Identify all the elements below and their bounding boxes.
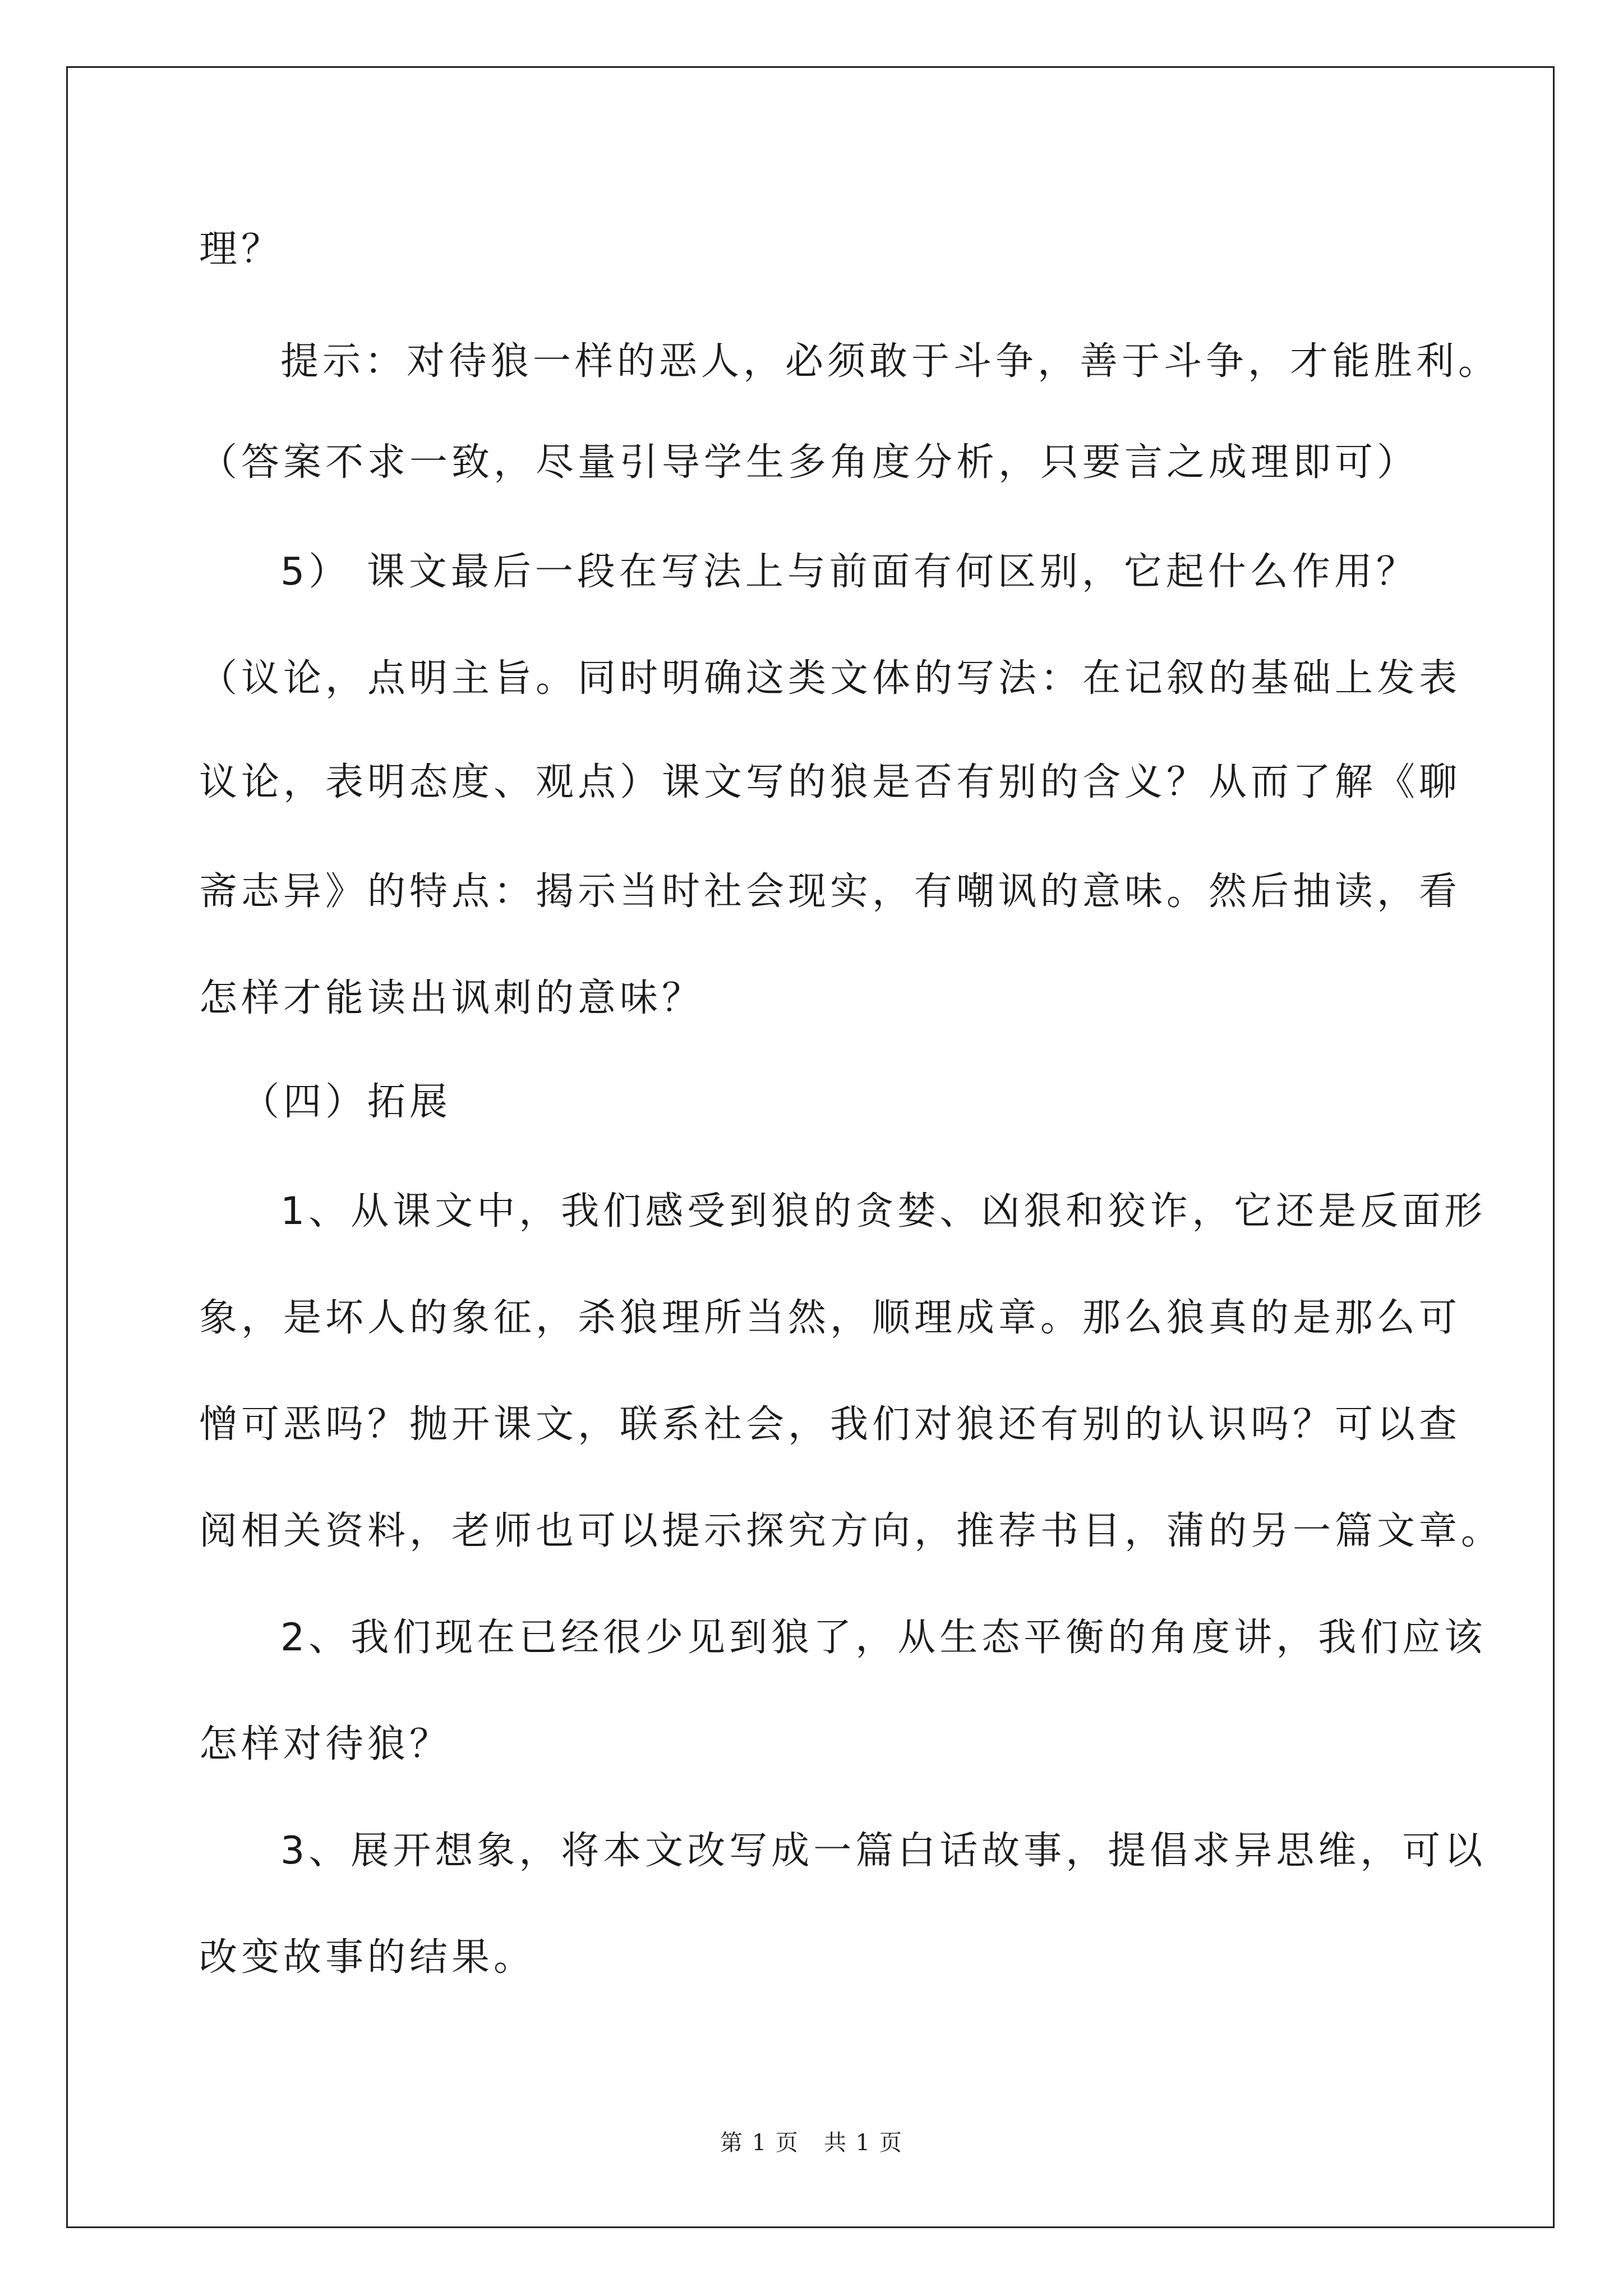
text-line: 怎样才能读出讽刺的意味？	[199, 976, 704, 1020]
page-number-footer: 第 1 页 共 1 页	[720, 2130, 903, 2156]
text-line: 改变故事的结果。	[199, 1935, 536, 1980]
text-line: 憎可恶吗？抛开课文，联系社会，我们对狼还有别的认识吗？可以查	[199, 1402, 1461, 1447]
text-line: 怎样对待狼？	[199, 1722, 452, 1766]
text-line: 议论，表明态度、观点）课文写的狼是否有别的含义？从而了解《聊	[199, 760, 1461, 804]
text-line: 阅相关资料，老师也可以提示探究方向，推荐书目，蒲的另一篇文章。	[199, 1509, 1504, 1553]
section-heading: （四）拓展	[241, 1080, 452, 1124]
text-line: 3、展开想象，将本文改写成一篇白话故事，提倡求异思维，可以	[280, 1829, 1487, 1873]
text-line: 象，是坏人的象征，杀狼理所当然，顺理成章。那么狼真的是那么可	[199, 1296, 1461, 1340]
text-line: 1、从课文中，我们感受到狼的贪婪、凶狠和狡诈，它还是反面形	[280, 1189, 1487, 1234]
text-line: 提示：对待狼一样的恶人，必须敢于斗争，善于斗争，才能胜利。	[280, 339, 1501, 384]
text-line: 斋志异》的特点：揭示当时社会现实，有嘲讽的意味。然后抽读，看	[199, 869, 1461, 914]
text-line: 5） 课文最后一段在写法上与前面有何区别，它起什么作用？	[280, 550, 1418, 594]
page-border	[66, 66, 1555, 2228]
text-line: （议论，点明主旨。同时明确这类文体的写法：在记叙的基础上发表	[199, 656, 1461, 701]
text-line: 2、我们现在已经很少见到狼了，从生态平衡的角度讲，我们应该	[280, 1616, 1487, 1660]
text-line: 理？	[199, 227, 284, 272]
text-line: （答案不求一致，尽量引导学生多角度分析，只要言之成理即可）	[199, 440, 1419, 485]
